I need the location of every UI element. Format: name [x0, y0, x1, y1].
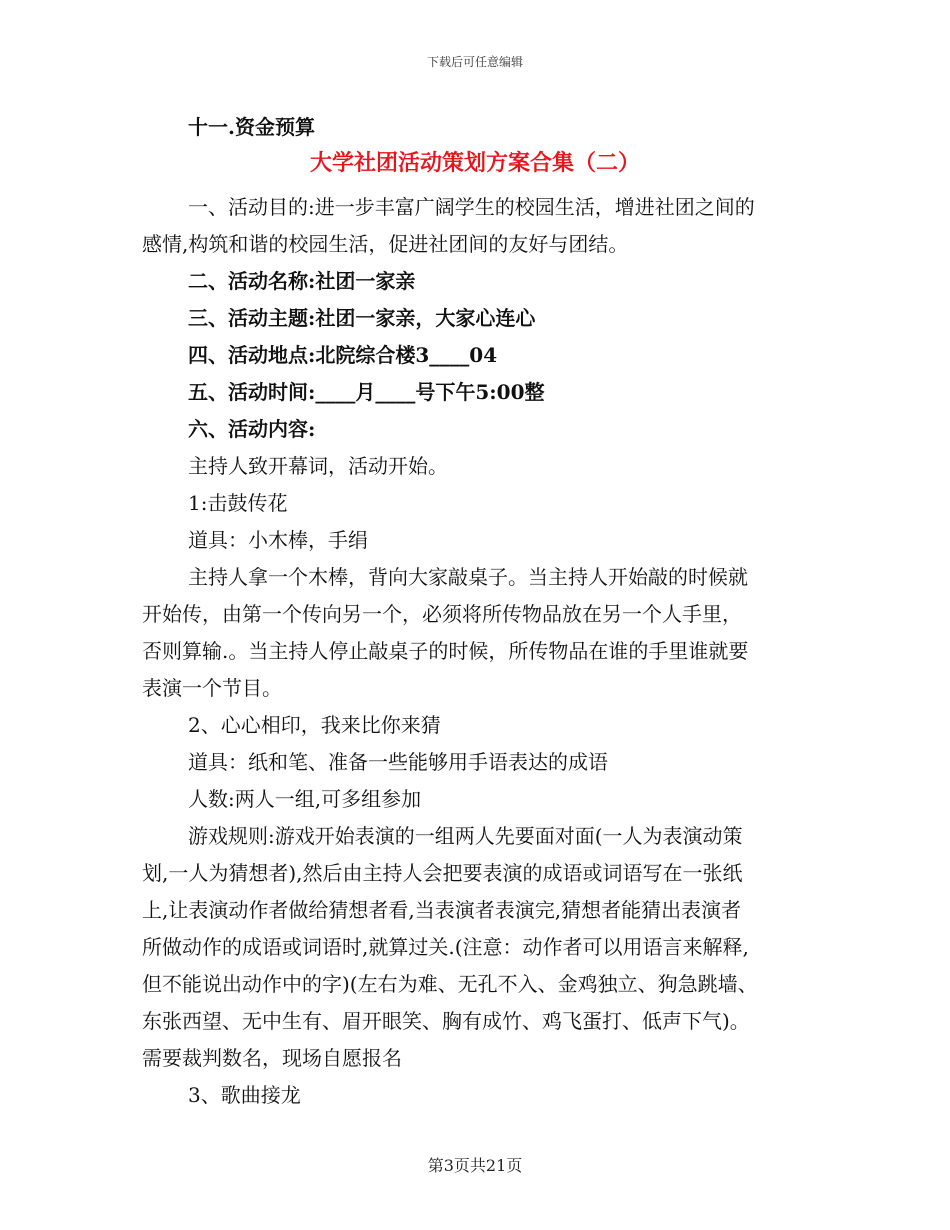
- item-name: 二、活动名称:社团一家亲: [188, 269, 416, 293]
- game2-rule-2: 划,一人为猜想者),然后由主持人会把要表演的成语或词语写在一张纸: [142, 861, 743, 885]
- item-purpose-line2: 感情,构筑和谐的校园生活，促进社团间的友好与团结。: [142, 232, 629, 256]
- page-header: 下载后可任意编辑: [426, 55, 523, 69]
- item-purpose-line1: 一、活动目的:进一步丰富广阔学生的校园生活，增进社团之间的: [188, 195, 755, 219]
- game1-desc-2: 开始传，由第一个传向另一个，必须将所传物品放在另一个人手里，: [142, 602, 742, 626]
- game2-rule-5: 但不能说出动作中的字)(左右为难、无孔不入、金鸡独立、狗急跳墙、: [142, 972, 758, 996]
- game3-title: 3、歌曲接龙: [188, 1083, 301, 1107]
- item-content: 六、活动内容:: [188, 417, 316, 441]
- game2-rule-6: 东张西望、无中生有、眉开眼笑、胸有成竹、鸡飞蛋打、低声下气)。: [142, 1009, 750, 1033]
- game2-title: 2、心心相印，我来比你来猜: [188, 713, 441, 737]
- game1-props: 道具：小木棒，手绢: [188, 528, 368, 552]
- game1-desc-4: 表演一个节目。: [142, 676, 282, 700]
- doc-title: 大学社团活动策划方案合集（二）: [309, 150, 640, 176]
- game2-rule-1: 游戏规则:游戏开始表演的一组两人先要面对面(一人为表演动策: [188, 824, 743, 848]
- game2-rule-4: 所做动作的成语或词语时,就算过关.(注意：动作者可以用语言来解释,: [142, 935, 749, 959]
- item-theme: 三、活动主题:社团一家亲，大家心连心: [188, 306, 536, 330]
- game1-desc-1: 主持人拿一个木棒，背向大家敲桌子。当主持人开始敲的时候就: [188, 565, 748, 589]
- game2-people: 人数:两人一组,可多组参加: [188, 787, 422, 811]
- game2-props: 道具：纸和笔、准备一些能够用手语表达的成语: [188, 750, 608, 774]
- game2-rule-7: 需要裁判数名，现场自愿报名: [142, 1046, 402, 1070]
- game2-rule-3: 上,让表演动作者做给猜想者看,当表演者表演完,猜想者能猜出表演者: [142, 898, 742, 922]
- game1-desc-3: 否则算输.。当主持人停止敲桌子的时候，所传物品在谁的手里谁就要: [142, 639, 749, 663]
- section-budget: 十一.资金预算: [188, 115, 315, 139]
- page-footer: 第3页共21页: [427, 1156, 523, 1175]
- item-time: 五、活动时间:____月____号下午5:00整: [188, 380, 545, 404]
- game1-title: 1:击鼓传花: [188, 491, 288, 515]
- host-opening: 主持人致开幕词，活动开始。: [188, 454, 448, 478]
- item-location: 四、活动地点:北院综合楼3____04: [188, 343, 498, 367]
